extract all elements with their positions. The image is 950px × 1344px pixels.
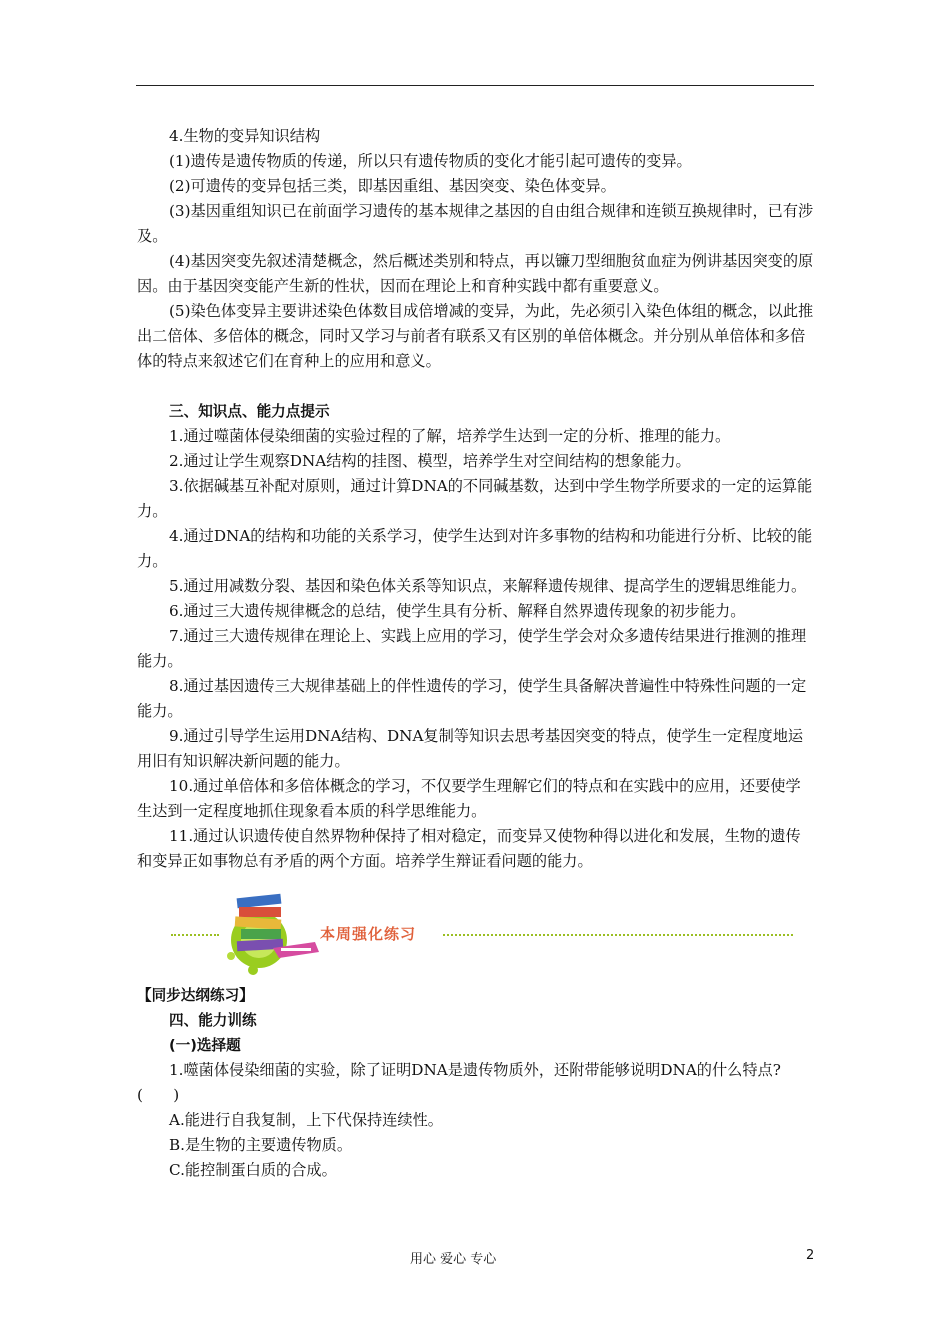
footer-motto: 用心 爱心 专心 [410,1252,497,1267]
ability-point: 3.依据碱基互补配对原则，通过计算DNA的不同碱基数，达到中学生物学所要求的一定的运算能力。 [137,477,813,520]
ability-point: 4.通过DNA的结构和功能的关系学习，使学生达到对许多事物的结构和功能进行分析、比较的能力。 [137,527,813,570]
option-b: B.是生物的主要遗传物质。 [169,1136,353,1154]
banner-title: 本周强化练习 [320,925,417,943]
banner-dotted-line-left [171,934,219,936]
option-c: C.能控制蛋白质的合成。 [169,1161,337,1179]
answer-blank: ( ) [137,1086,180,1104]
ability-point: 2.通过让学生观察DNA结构的挂图、模型，培养学生对空间结构的想象能力。 [169,452,691,470]
ability-point: 7.通过三大遗传规律在理论上、实践上应用的学习，使学生学会对众多遗传结果进行推测的推理能力。 [137,627,807,670]
ability-point: 1.通过噬菌体侵染细菌的实验过程的了解，培养学生达到一定的分析、推理的能力。 [169,427,731,445]
ability-point: 6.通过三大遗传规律概念的总结，使学生具有分析、解释自然界遗传现象的初步能力。 [169,602,746,620]
section-4-item: (4)基因突变先叙述清楚概念，然后概述类别和特点，再以镰刀型细胞贫血症为例讲基因突变的原因。由于基因突变能产生新的性状，因而在理论上和育种实践中都有重要意义。 [137,252,814,295]
page-number: 2 [806,1248,815,1263]
ability-point: 10.通过单倍体和多倍体概念的学习，不仅要学生理解它们的特点和在实践中的应用，还要使学生达到一定程度地抓住现象看本质的科学思维能力。 [137,777,801,820]
question-1-options [137,1108,815,1183]
section-4-item: (2)可遗传的变异包括三类，即基因重组、基因突变、染色体变异。 [169,177,616,195]
section-4-heading: 4.生物的变异知识结构 [169,127,321,145]
ability-point: 11.通过认识遗传使自然界物种保持了相对稳定，而变异又使物种得以进化和发展，生物的遗传和变异正如事物总有矛盾的两个方面。培养学生辩证看问题的能力。 [137,827,801,870]
header-rule [136,85,814,86]
question-1 [137,1058,815,1108]
section-4-item: (3)基因重组知识已在前面学习遗传的基本规律之基因的自由组合规律和连锁互换规律时，已有涉及。 [137,202,814,245]
practice-section-heading: 四、能力训练 [169,1012,257,1029]
ability-point: 9.通过引导学生运用DNA结构、DNA复制等知识去思考基因突变的特点，使学生一定程度地运用旧有知识解决新问题的能力。 [137,727,804,770]
question-1-text: 1.噬菌体侵染细菌的实验，除了证明DNA是遗传物质外，还附带能够说明DNA的什么特点? [169,1061,781,1079]
section-4-item: (5)染色体变异主要讲述染色体数目成倍增减的变异，为此，先必须引入染色体组的概念，以此推出二倍体、多倍体的概念，同时又学习与前者有联系又有区别的单倍体概念。并分别从单倍体和多倍体的特点来叙述它们在育种上的应用和意义。 [137,302,814,370]
section-3-heading: 三、知识点、能力点提示 [169,403,330,420]
option-a: A.能进行自我复制，上下代保持连续性。 [169,1111,443,1129]
weekly-practice-banner [137,882,815,977]
page-content [137,124,815,1183]
practice-bracket-heading: 【同步达纲练习】 [137,987,254,1004]
choice-questions-heading: (一)选择题 [169,1037,241,1054]
books-icon [223,882,323,977]
section-4-item: (1)遗传是遗传物质的传递，所以只有遗传物质的变化才能引起可遗传的变异。 [169,152,692,170]
ability-point: 5.通过用减数分裂、基因和染色体关系等知识点，来解释遗传规律、提高学生的逻辑思维能力。 [169,577,807,595]
banner-dotted-line-right [443,934,793,936]
ability-point: 8.通过基因遗传三大规律基础上的伴性遗传的学习，使学生具备解决普遍性中特殊性问题的一定能力。 [137,677,807,720]
